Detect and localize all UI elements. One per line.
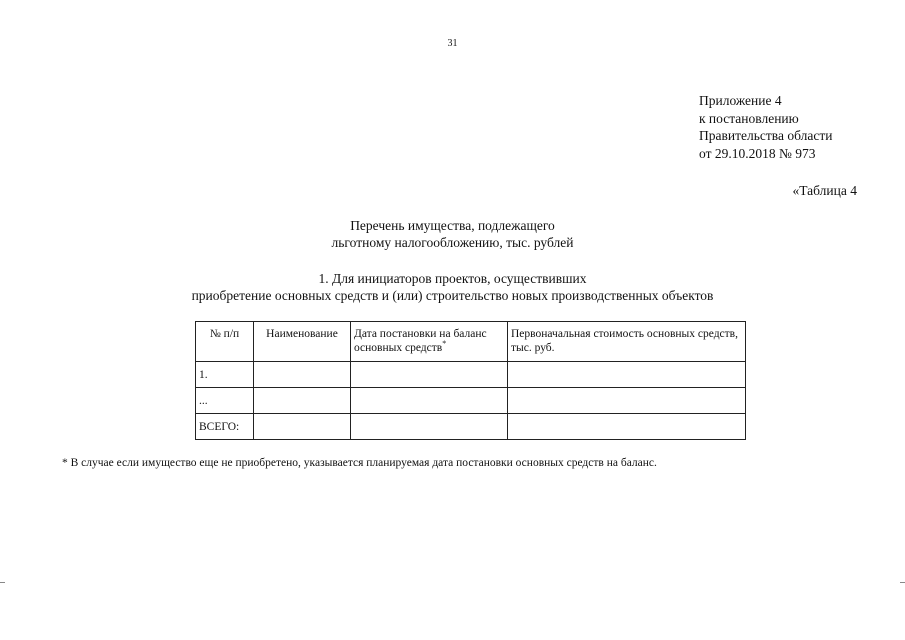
table-row xyxy=(196,414,746,440)
assets-table xyxy=(195,321,746,440)
section-line: 1. Для инициаторов проектов, осуществивших xyxy=(318,271,587,286)
appendix-line: от 29.10.2018 № 973 xyxy=(699,145,816,161)
page-number: 31 xyxy=(447,38,458,49)
appendix-line: Приложение 4 xyxy=(699,93,782,108)
cell-num: ... xyxy=(196,388,254,414)
cell-cost xyxy=(508,362,746,388)
cell-cost xyxy=(508,388,746,414)
section-title xyxy=(0,270,905,304)
table-row xyxy=(196,362,746,388)
table-row xyxy=(196,388,746,414)
header-cost: Первоначальная стоимость основных средств, тыс. руб. xyxy=(508,322,746,362)
header-num: № п/п xyxy=(196,322,254,362)
cell-name xyxy=(254,362,351,388)
cell-num: 1. xyxy=(196,362,254,388)
cell-cost xyxy=(508,414,746,440)
scan-edge-mark-left xyxy=(0,582,5,583)
cell-date xyxy=(351,362,508,388)
header-date-text: Дата постановки на баланс основных средств xyxy=(354,328,487,354)
table-label: «Таблица 4 xyxy=(792,183,857,198)
header-name: Наименование xyxy=(254,322,351,362)
footnote-marker: * xyxy=(442,339,447,349)
footnote: * В случае если имущество еще не приобретено, указывается планируемая дата постановки основных средств на баланс. xyxy=(62,457,657,469)
section-line: приобретение основных средств и (или) строительство новых производственных объектов xyxy=(191,288,714,303)
title-line: льготному налогообложению, тыс. рублей xyxy=(331,235,574,250)
cell-name xyxy=(254,414,351,440)
table-header-row xyxy=(196,322,746,362)
cell-num: ВСЕГО: xyxy=(196,414,254,440)
cell-date xyxy=(351,388,508,414)
appendix-block xyxy=(699,92,832,162)
document-title xyxy=(0,217,905,251)
appendix-line: к постановлению xyxy=(699,110,799,126)
appendix-line: Правительства области xyxy=(699,128,833,143)
title-line: Перечень имущества, подлежащего xyxy=(350,218,555,233)
cell-name xyxy=(254,388,351,414)
cell-date xyxy=(351,414,508,440)
scan-edge-mark-right xyxy=(900,582,905,583)
header-date xyxy=(351,322,508,362)
